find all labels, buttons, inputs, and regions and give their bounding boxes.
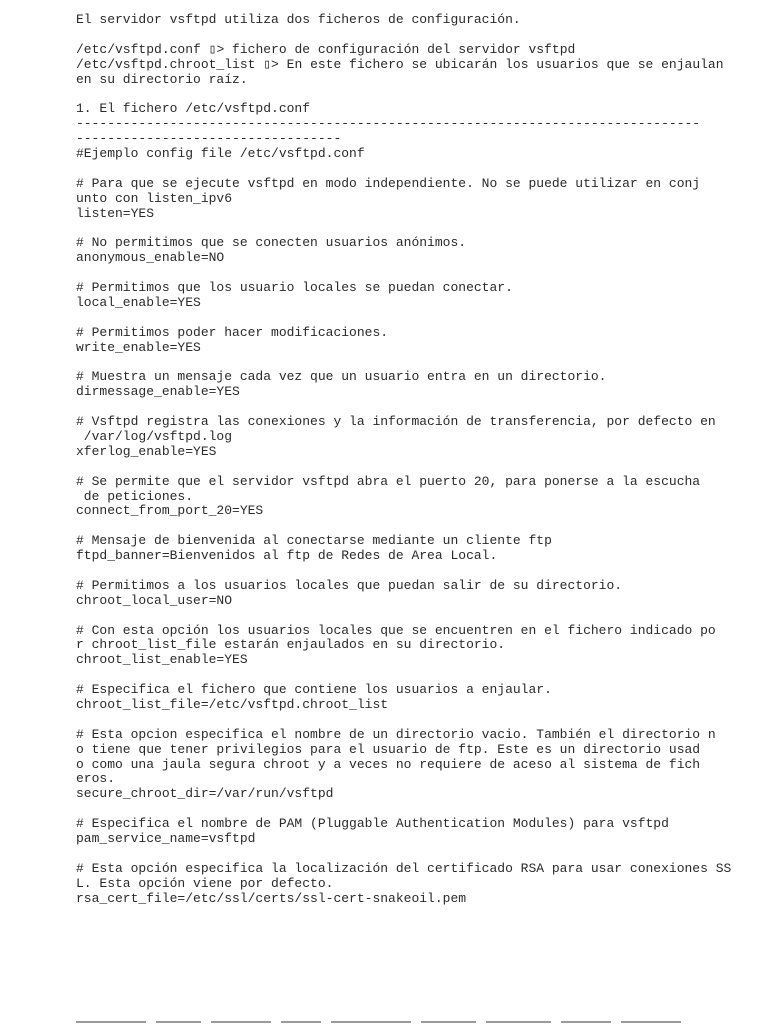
text-line: chroot_list_file=/etc/vsftpd.chroot_list: [76, 696, 389, 712]
text-line: [76, 713, 756, 728]
text-line: 1. El fichero /etc/vsftpd.conf: [76, 101, 311, 117]
text-line: # Vsftpd registra las conexiones y la información de transferencia, por defecto en: [76, 414, 716, 430]
text-line: en su directorio raíz.: [76, 71, 248, 87]
text-line: --------------------------------------------------------------------------------: [76, 116, 701, 132]
text-line: [76, 564, 756, 579]
text-line: [76, 400, 756, 415]
text-line: unto con listen_ipv6: [76, 190, 233, 206]
text-line: # Muestra un mensaje cada vez que un usuario entra en un directorio.: [76, 369, 607, 385]
text-line: /etc/vsftpd.conf ▯> fichero de configuración del servidor vsftpd: [76, 41, 576, 57]
text-line: # Especifica el nombre de PAM (Pluggable Authentication Modules) para vsftpd: [76, 816, 669, 832]
text-line: # Para que se ejecute vsftpd en modo independiente. No se puede utilizar en conj: [76, 175, 701, 191]
text-line: local_enable=YES: [76, 294, 201, 310]
text-line: ----------------------------------: [76, 131, 342, 147]
text-line: [76, 460, 756, 475]
text-line: [76, 162, 756, 177]
text-line: # Permitimos a los usuarios locales que puedan salir de su directorio.: [76, 577, 623, 593]
text-line: o tiene que tener privilegios para el usuario de ftp. Este es un directorio usad: [76, 741, 701, 757]
text-line: # Mensaje de bienvenida al conectarse mediante un cliente ftp: [76, 533, 552, 549]
text-line: secure_chroot_dir=/var/run/vsftpd: [76, 786, 334, 802]
text-line: # Se permite que el servidor vsftpd abra el puerto 20, para ponerse a la escucha: [76, 473, 701, 489]
text-line: chroot_local_user=NO: [76, 592, 233, 608]
cut-off-next-line: [76, 1018, 696, 1024]
text-line: L. Esta opción viene por defecto.: [76, 875, 334, 891]
text-line: /var/log/vsftpd.log: [76, 428, 233, 444]
text-line: de peticiones.: [76, 488, 194, 504]
text-line: [76, 311, 756, 326]
text-line: #Ejemplo config file /etc/vsftpd.conf: [76, 146, 365, 162]
text-line: [76, 221, 756, 236]
text-line: [76, 802, 756, 817]
text-line: write_enable=YES: [76, 339, 201, 355]
text-line: eros.: [76, 771, 116, 787]
text-line: # Esta opcion especifica el nombre de un directorio vacio. También el directorio n: [76, 726, 716, 742]
text-line: [76, 87, 756, 102]
text-line: [76, 519, 756, 534]
text-line: connect_from_port_20=YES: [76, 503, 264, 519]
text-line: # Permitimos poder hacer modificaciones.: [76, 324, 389, 340]
text-line: r chroot_list_file estarán enjaulados en su directorio.: [76, 637, 506, 653]
text-line: [76, 266, 756, 281]
text-line: /etc/vsftpd.chroot_list ▯> En este fichero se ubicarán los usuarios que se enjaulan: [76, 56, 724, 72]
text-line: # Esta opción especifica la localización del certificado RSA para usar conexiones SS: [76, 860, 732, 876]
text-line: o como una jaula segura chroot y a veces no requiere de aceso al sistema de fich: [76, 756, 701, 772]
text-line: dirmessage_enable=YES: [76, 384, 240, 400]
text-line: [76, 355, 756, 370]
text-line: ftpd_banner=Bienvenidos al ftp de Redes de Area Local.: [76, 548, 498, 564]
text-line: # Especifica el fichero que contiene los usuarios a enjaular.: [76, 682, 552, 698]
text-line: anonymous_enable=NO: [76, 250, 225, 266]
text-line: listen=YES: [76, 205, 155, 221]
text-line: El servidor vsftpd utiliza dos ficheros de configuración.: [76, 12, 521, 27]
text-line: [76, 609, 756, 624]
text-line: # Permitimos que los usuario locales se puedan conectar.: [76, 280, 513, 296]
text-line: [76, 28, 756, 43]
text-line: # Con esta opción los usuarios locales que se encuentren en el fichero indicado po: [76, 622, 716, 638]
text-line: xferlog_enable=YES: [76, 443, 217, 459]
text-line: # No permitimos que se conecten usuarios anónimos.: [76, 235, 467, 251]
text-line: [76, 847, 756, 862]
text-line: rsa_cert_file=/etc/ssl/certs/ssl-cert-snakeoil.pem: [76, 890, 467, 906]
text-line: pam_service_name=vsftpd: [76, 830, 256, 846]
document-page: [76, 13, 756, 906]
text-line: chroot_list_enable=YES: [76, 652, 248, 668]
text-line: [76, 668, 756, 683]
